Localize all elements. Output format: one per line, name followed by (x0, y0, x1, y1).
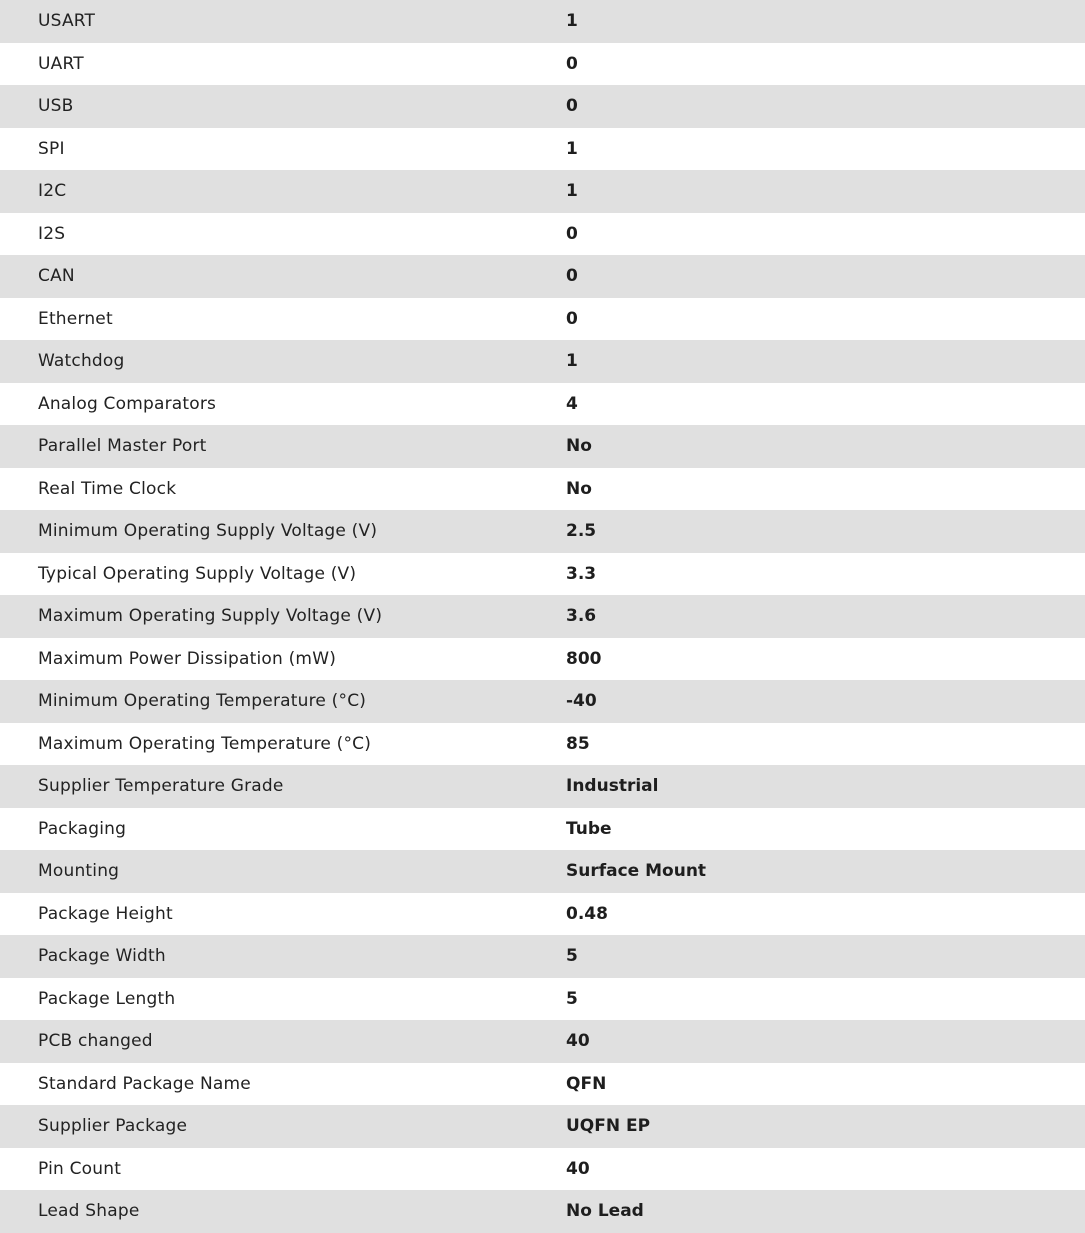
spec-row (0, 808, 1085, 851)
spec-value: Industrial (566, 776, 659, 797)
spec-value: 1 (566, 11, 578, 32)
spec-row (0, 1148, 1085, 1191)
spec-label: USART (38, 11, 96, 32)
spec-label: Supplier Package (38, 1116, 188, 1137)
spec-value: No (566, 478, 592, 499)
spec-value: 40 (566, 1158, 590, 1179)
spec-row (0, 850, 1085, 893)
spec-label: Maximum Operating Temperature (°C) (38, 733, 372, 754)
spec-row (0, 298, 1085, 341)
spec-row (0, 425, 1085, 468)
spec-label: Analog Comparators (38, 393, 217, 414)
spec-label: Maximum Power Dissipation (mW) (38, 648, 337, 669)
spec-row (0, 1105, 1085, 1148)
spec-label: PCB changed (38, 1031, 153, 1052)
spec-value: Tube (566, 818, 612, 839)
spec-label: Maximum Operating Supply Voltage (V) (38, 606, 383, 627)
spec-row (0, 340, 1085, 383)
spec-label: Package Length (38, 988, 176, 1009)
spec-value: 1 (566, 181, 578, 202)
spec-label: Package Width (38, 946, 166, 967)
spec-label: Watchdog (38, 351, 125, 372)
spec-value: 5 (566, 946, 578, 967)
spec-label: CAN (38, 266, 75, 287)
spec-value: 0 (566, 266, 578, 287)
spec-value: 0 (566, 308, 578, 329)
spec-label: UART (38, 53, 84, 74)
spec-label: Ethernet (38, 308, 113, 329)
spec-label: Parallel Master Port (38, 436, 207, 457)
spec-value: No Lead (566, 1201, 644, 1222)
spec-row (0, 383, 1085, 426)
spec-row (0, 255, 1085, 298)
spec-value: 40 (566, 1031, 590, 1052)
spec-label: Typical Operating Supply Voltage (V) (38, 563, 357, 584)
spec-row (0, 680, 1085, 723)
spec-row (0, 170, 1085, 213)
spec-value: 3.3 (566, 563, 597, 584)
spec-label: Standard Package Name (38, 1073, 251, 1094)
spec-value: 4 (566, 393, 578, 414)
spec-value: 0 (566, 96, 578, 117)
spec-label: Minimum Operating Supply Voltage (V) (38, 521, 378, 542)
spec-label: I2S (38, 223, 66, 244)
spec-row (0, 1063, 1085, 1106)
spec-row (0, 213, 1085, 256)
spec-row (0, 468, 1085, 511)
spec-row (0, 1190, 1085, 1233)
spec-value: 2.5 (566, 521, 597, 542)
spec-label: Packaging (38, 818, 127, 839)
spec-label: SPI (38, 138, 65, 159)
spec-value: 0 (566, 223, 578, 244)
spec-row (0, 43, 1085, 86)
spec-label: Lead Shape (38, 1201, 140, 1222)
spec-row (0, 128, 1085, 171)
spec-value: QFN (566, 1073, 607, 1094)
spec-row (0, 765, 1085, 808)
spec-row (0, 595, 1085, 638)
spec-value: No (566, 436, 592, 457)
spec-value: 5 (566, 988, 578, 1009)
spec-value: Surface Mount (566, 861, 707, 882)
spec-value: 3.6 (566, 606, 597, 627)
spec-value: 85 (566, 733, 590, 754)
spec-value: -40 (566, 691, 597, 712)
spec-row (0, 510, 1085, 553)
spec-label: Package Height (38, 903, 173, 924)
spec-row (0, 638, 1085, 681)
spec-label: USB (38, 96, 74, 117)
spec-value: 0.48 (566, 903, 608, 924)
spec-value: 0 (566, 53, 578, 74)
spec-row (0, 0, 1085, 43)
spec-label: Pin Count (38, 1158, 122, 1179)
spec-row (0, 85, 1085, 128)
spec-label: Real Time Clock (38, 478, 177, 499)
spec-row (0, 1020, 1085, 1063)
spec-value: 1 (566, 351, 578, 372)
spec-value: UQFN EP (566, 1116, 651, 1137)
spec-value: 1 (566, 138, 578, 159)
spec-label: I2C (38, 181, 67, 202)
spec-label: Supplier Temperature Grade (38, 776, 284, 797)
spec-label: Mounting (38, 861, 120, 882)
spec-value: 800 (566, 648, 602, 669)
spec-label: Minimum Operating Temperature (°C) (38, 691, 367, 712)
spec-row (0, 553, 1085, 596)
spec-row (0, 723, 1085, 766)
spec-row (0, 893, 1085, 936)
spec-row (0, 935, 1085, 978)
spec-row (0, 978, 1085, 1021)
